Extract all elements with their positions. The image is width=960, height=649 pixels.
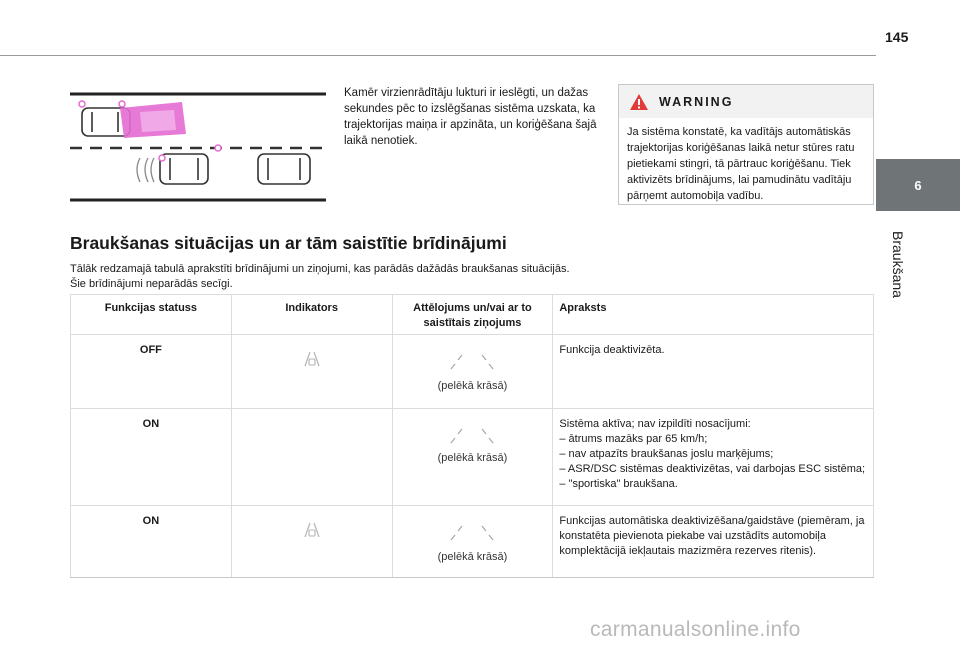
header-display: Attēlojums un/vai ar to saistītais ziņojums [392, 295, 553, 335]
display-caption: (pelēkā krāsā) [437, 551, 508, 563]
header-description: Apraksts [553, 295, 874, 335]
section-intro [70, 262, 710, 291]
section-intro-line-1: Tālāk redzamajā tabulā aprakstīti brīdinājumi un ziņojumi, kas parādās dažādās braukšanas situācijās. [70, 263, 570, 275]
warning-header [619, 85, 873, 118]
intro-paragraph: Kamēr virzienrādītāju lukturi ir ieslēgti, un dažas sekundes pēc to izslēgšanas sistēma uzskata, ka trajektorijas maiņa ir apzināta, un koriģēšana šajā laikā nenotiek. [344, 87, 597, 147]
lane-lines-grey-icon [447, 349, 497, 371]
section-title: Braukšanas situācijas un ar tām saistītie brīdinājumi [70, 233, 507, 253]
row-indicator [231, 335, 392, 409]
lane-lines-grey-icon [447, 520, 497, 542]
description-line: – ātrums mazāks par 65 km/h; [559, 433, 708, 445]
header-indicator: Indikators [231, 295, 392, 335]
lane-lines-grey-icon [447, 423, 497, 445]
row-status: ON [71, 506, 232, 578]
page-number: 145 [885, 29, 909, 45]
row-display [392, 506, 553, 578]
warning-triangle-icon [629, 93, 649, 111]
table-header-row [71, 295, 874, 335]
chapter-label: Braukšana [890, 230, 906, 298]
table-row [71, 409, 874, 506]
header-status: Funkcijas statuss [71, 295, 232, 335]
lane-change-illustration [70, 92, 326, 204]
watermark: carmanualsonline.info [590, 618, 801, 641]
display-caption: (pelēkā krāsā) [437, 452, 508, 464]
warning-title: WARNING [659, 94, 734, 109]
top-divider [0, 55, 876, 56]
row-display [392, 409, 553, 506]
warning-box [618, 84, 874, 205]
lane-car-icon [301, 522, 323, 538]
warnings-table [70, 294, 874, 578]
description-line: – nav atpazīts braukšanas joslu marķējums; [559, 448, 774, 460]
chapter-tab[interactable]: 6 [876, 159, 960, 211]
row-description [553, 506, 874, 578]
lane-car-icon [301, 351, 323, 367]
table-row [71, 506, 874, 578]
row-description [553, 335, 874, 409]
description-line: – "sportiska" braukšana. [559, 478, 678, 490]
table-row [71, 335, 874, 409]
display-caption: (pelēkā krāsā) [437, 380, 508, 392]
warning-text: Ja sistēma konstatē, ka vadītājs automātiskās trajektorijas koriģēšanas laikā netur stūres ratu pietiekami stingri, tā pārtrauc koriģēšanu. Tiek aktivizēts brīdinājums, lai pamudinātu vadītāju pārņemt automobiļa vadību. [627, 126, 855, 202]
description-line: Sistēma aktīva; nav izpildīti nosacījumi: [559, 418, 751, 430]
row-status: ON [71, 409, 232, 506]
row-description [553, 409, 874, 506]
row-status: OFF [71, 335, 232, 409]
description-line: Funkcijas automātiska deaktivizēšana/gaidstāve (piemēram, ja konstatēta pievienota piekabe vai uzstādīts automobiļa komplektācijā iekļautais mazizmēra rezerves ritenis). [559, 515, 865, 557]
description-line: Funkcija deaktivizēta. [559, 344, 665, 356]
row-display [392, 335, 553, 409]
row-indicator [231, 409, 392, 506]
section-intro-line-2: Šie brīdinājumi neparādās secīgi. [70, 277, 233, 290]
description-line: – ASR/DSC sistēmas deaktivizētas, vai darbojas ESC sistēma; [559, 463, 866, 475]
row-indicator [231, 506, 392, 578]
